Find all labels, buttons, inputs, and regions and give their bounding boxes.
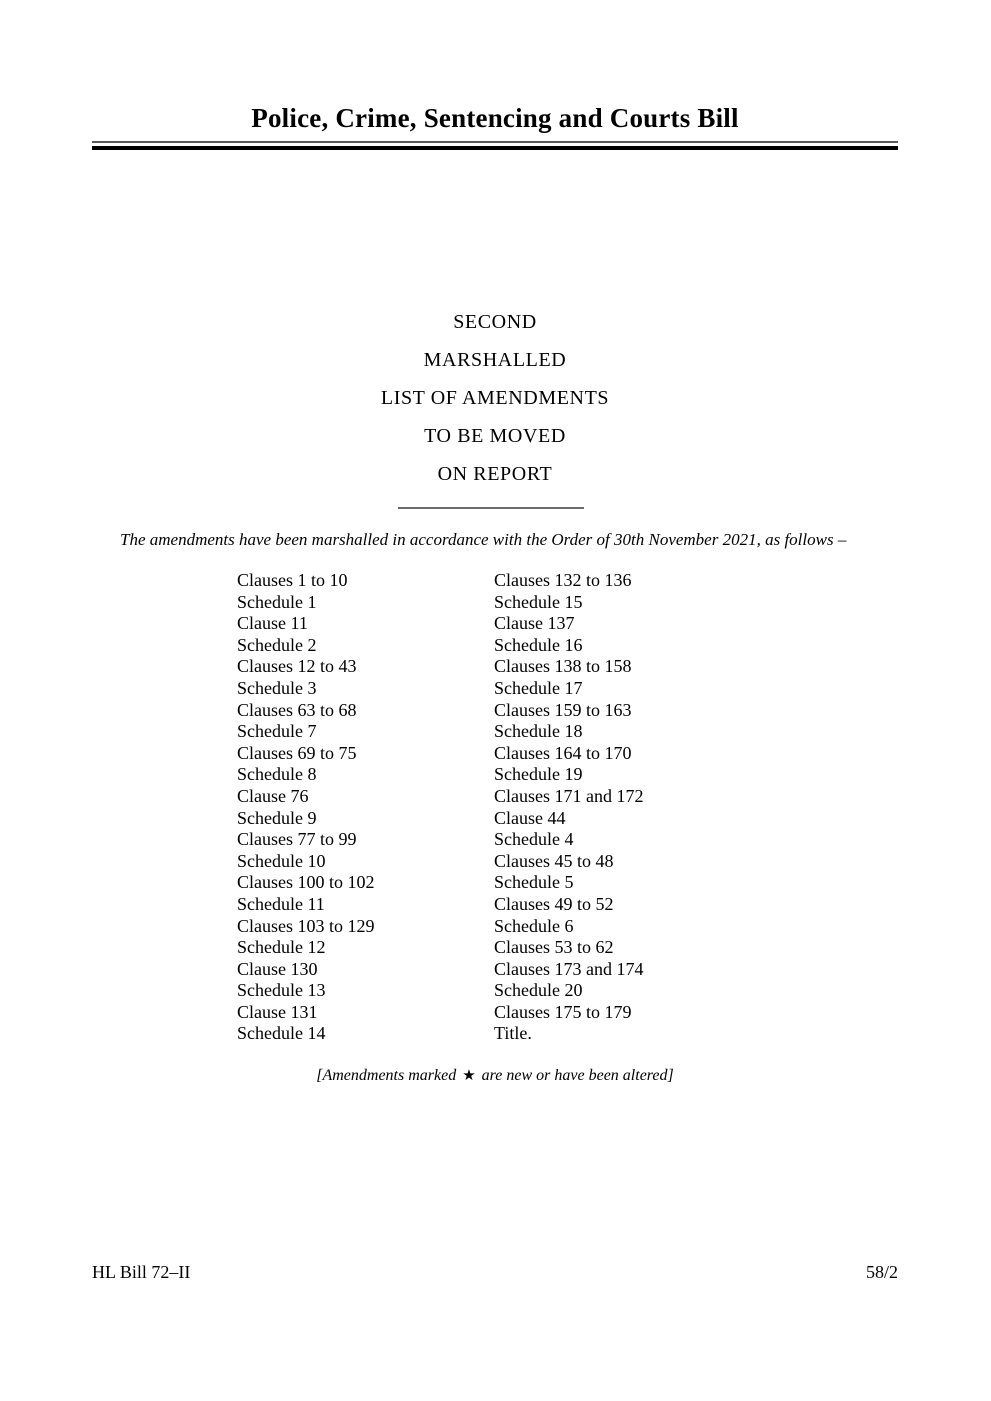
note-text-before-star: Amendments marked [322, 1067, 461, 1084]
amendments-note [92, 1066, 898, 1085]
list-item: Clauses 63 to 68 [237, 699, 357, 720]
star-icon: ★ [462, 1068, 476, 1084]
page-title: Police, Crime, Sentencing and Courts Bill [251, 103, 739, 133]
list-item: Clauses 164 to 170 [494, 742, 632, 763]
list-item: Schedule 13 [237, 980, 326, 1001]
section-divider-rule [398, 507, 584, 509]
note-close-bracket: ] [667, 1067, 674, 1084]
header-rule-thin [92, 141, 898, 143]
list-item: Clauses 171 and 172 [494, 785, 644, 806]
footer-bill-reference: HL Bill 72–II [92, 1262, 191, 1282]
list-item: Clauses 1 to 10 [237, 570, 348, 590]
list-item: Clauses 175 to 179 [494, 1001, 632, 1022]
list-item: Schedule 19 [494, 764, 583, 785]
list-item: Schedule 18 [494, 721, 583, 742]
list-item: Schedule 12 [237, 937, 326, 958]
list-item: Schedule 9 [237, 807, 317, 828]
heading-line-1: SECOND [453, 311, 537, 333]
list-item: Clause 137 [494, 613, 575, 634]
note-text-after-star: are new or have been altered [477, 1067, 668, 1084]
header-rule-thick [92, 146, 898, 150]
list-item: Clauses 173 and 174 [494, 958, 644, 979]
list-item: Clauses 103 to 129 [237, 915, 375, 936]
list-item: Clause 44 [494, 807, 566, 828]
list-item: Clauses 49 to 52 [494, 893, 614, 914]
list-item: Schedule 5 [494, 872, 574, 893]
heading-line-3: LIST OF AMENDMENTS [380, 387, 610, 409]
list-item: Schedule 7 [237, 721, 317, 742]
list-item: Schedule 15 [494, 591, 583, 612]
intro-paragraph: The amendments have been marshalled in accordance with the Order of 30th November 2021, as follows – [120, 530, 847, 549]
list-item: Clauses 53 to 62 [494, 937, 614, 958]
list-item: Schedule 14 [237, 1023, 326, 1044]
list-item: Clause 76 [237, 785, 309, 806]
list-item: Clause 130 [237, 958, 318, 979]
list-item: Clauses 12 to 43 [237, 656, 357, 677]
marshalled-list-right-column [494, 570, 643, 1045]
heading-line-4: TO BE MOVED [424, 425, 566, 447]
note-open-bracket: [ [316, 1067, 323, 1084]
list-item: Clauses 45 to 48 [494, 850, 614, 871]
list-item: Clauses 132 to 136 [494, 570, 632, 590]
marshalled-list-left-column [237, 570, 375, 1045]
list-item: Clauses 69 to 75 [237, 742, 357, 763]
footer-page-number: 58/2 [865, 1262, 898, 1282]
heading-block [92, 303, 898, 493]
list-item: Clauses 100 to 102 [237, 872, 375, 893]
list-item: Title. [494, 1023, 532, 1044]
heading-line-2: MARSHALLED [423, 349, 567, 371]
list-item: Schedule 17 [494, 677, 583, 698]
list-item: Schedule 2 [237, 634, 317, 655]
heading-line-5: ON REPORT [437, 463, 553, 485]
list-item: Schedule 8 [237, 764, 317, 785]
list-item: Schedule 16 [494, 634, 583, 655]
list-item: Schedule 4 [494, 829, 574, 850]
list-item: Schedule 1 [237, 591, 317, 612]
list-item: Schedule 3 [237, 677, 317, 698]
list-item: Clauses 77 to 99 [237, 829, 357, 850]
list-item: Clause 131 [237, 1001, 318, 1022]
list-item: Schedule 10 [237, 850, 326, 871]
list-item: Schedule 20 [494, 980, 583, 1001]
list-item: Clauses 138 to 158 [494, 656, 632, 677]
list-item: Schedule 6 [494, 915, 574, 936]
list-item: Clause 11 [237, 613, 308, 634]
list-item: Clauses 159 to 163 [494, 699, 632, 720]
list-item: Schedule 11 [237, 893, 325, 914]
